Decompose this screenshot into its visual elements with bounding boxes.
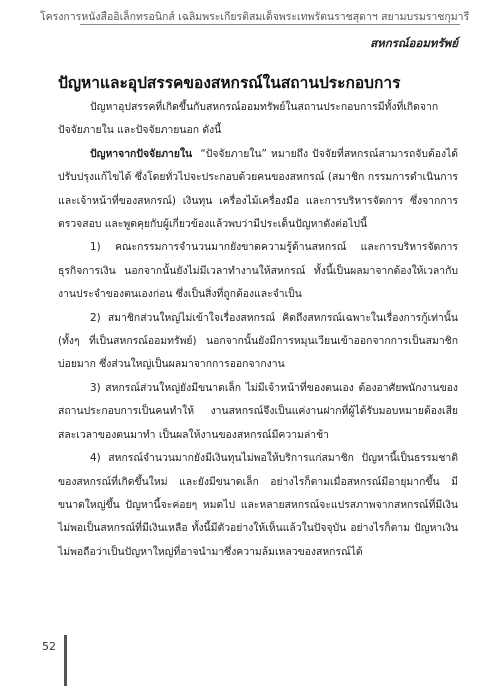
running-header: โครงการหนังสืออิเล็กทรอนิกส์ เฉลิมพระเกียรติสมเด็จพระเทพรัตนราชสุดาฯ สยามบรมราชกุมารี [40, 11, 470, 23]
problem-item-1: 1) คณะกรรมการจำนวนมากยังขาดความรู้ด้านสหกรณ์ และการบริหารจัดการธุรกิจการเงิน นอกจากนั้นยังไม่มีเวลาทำงานให้สหกรณ์ ทั้งนี้เป็นผลมาจากต้องให้เวลากับงานประจำของตนเองก่อน ซึ่งเป็นสิ่งที่ถูกต้องและจำเป็น [58, 241, 458, 301]
margin-bar [64, 635, 67, 686]
body-text [58, 96, 458, 564]
problem-item-3: 3) สหกรณ์ส่วนใหญ่ยังมีขนาดเล็ก ไม่มีเจ้าหน้าที่ของตนเอง ต้องอาศัยพนักงานของสถานประกอบการเป็นคนทำให้ งานสหกรณ์จึงเป็นแค่งานฝากที่ผู้ได้รับมอบหมายต้องเสียสละเวลาของตนมาทำ เป็นผลให้งานของสหกรณ์มีความล่าช้า [58, 381, 458, 441]
header-divider [80, 24, 460, 25]
internal-factors-paragraph [58, 143, 458, 237]
problem-item-4: 4) สหกรณ์จำนวนมากยังมีเงินทุนไม่พอให้บริการแก่สมาชิก ปัญหานี้เป็นธรรมชาติของสหกรณ์ที่เกิดขึ้นใหม่ และยังมีขนาดเล็ก อย่างไรก็ตามเมื่อสหกรณ์มีอายุมากขึ้น มีขนาดใหญ่ขึ้น ปัญหานี้จะค่อยๆ หมดไป และหลายสหกรณ์จะแปรสภาพจากสหกรณ์ที่มีเงินไม่พอเป็นสหกรณ์ที่มีเงินเหลือ ทั้งนี้มีตัวอย่างให้เห็นแล้วในปัจจุบัน อย่างไรก็ตาม ปัญหาเงินไม่พอถือว่าเป็นปัญหาใหญ่ที่อาจนำมาซึ่งความล้มเหลวของสหกรณ์ได้ [58, 452, 458, 558]
section-label: สหกรณ์ออมทรัพย์ [370, 36, 458, 50]
internal-factors-text: “ปัจจัยภายใน” หมายถึง ปัจจัยที่สหกรณ์สามารถจับต้องได้ ปรับปรุงแก้ไขได้ ซึ่งโดยทั่วไปจะประกอบด้วยคนของสหกรณ์ (สมาชิก กรรมการดำเนินการ และเจ้าหน้าที่ของสหกรณ์) เงินทุน เครื่องไม้เครื่องมือ และการบริหารจัดการ ซึ่งจากการตรวจสอบ และพูดคุยกับผู้เกี่ยวข้องแล้วพบว่ามีประเด็นปัญหาดังต่อไปนี้ [58, 147, 458, 231]
page-number: 52 [42, 640, 56, 653]
internal-factors-label: ปัญหาจากปัจจัยภายใน [90, 147, 193, 160]
section-heading: ปัญหาและอุปสรรคของสหกรณ์ในสถานประกอบการ [58, 74, 401, 92]
intro-paragraph: ปัญหาอุปสรรคที่เกิดขึ้นกับสหกรณ์ออมทรัพย์ในสถานประกอบการมีทั้งที่เกิดจากปัจจัยภายใน และปัจจัยภายนอก ดังนี้ [58, 101, 439, 137]
problem-item-2: 2) สมาชิกส่วนใหญ่ไม่เข้าใจเรื่องสหกรณ์ คิดถึงสหกรณ์เฉพาะในเรื่องการกู้เท่านั้น (ทั้งๆ ที่เป็นสหกรณ์ออมทรัพย์) นอกจากนั้นยังมีการหมุนเวียนเข้าออกจากการเป็นสมาชิกบ่อยมาก ซึ่งส่วนใหญ่เป็นผลมาจากการออกจากงาน [58, 311, 458, 371]
